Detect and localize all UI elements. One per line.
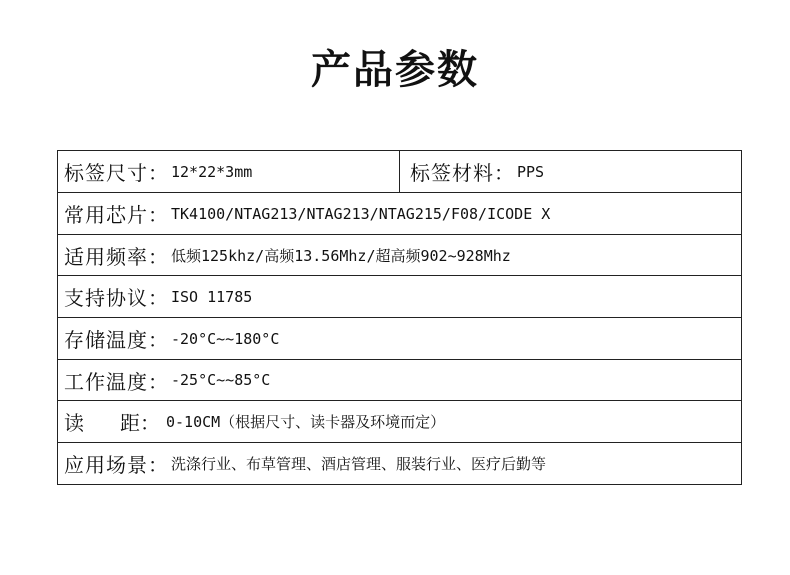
spec-row-read-distance (58, 401, 742, 443)
spec-cell-tag-size (58, 151, 400, 192)
spec-row-chips (58, 193, 742, 235)
spec-value: -20°C~~180°C (171, 329, 280, 348)
spec-value: 洗涤行业、布草管理、酒店管理、服装行业、医疗后勤等 (171, 455, 547, 473)
spec-row-protocol (58, 276, 742, 318)
spec-cell-working-temp (58, 360, 742, 400)
spec-cell-read-distance (58, 401, 742, 442)
spec-label: 工作温度： (64, 369, 169, 394)
spec-cell-chips (58, 193, 742, 234)
spec-row-frequency (58, 235, 742, 276)
spec-row-size-material (58, 151, 742, 193)
spec-cell-tag-material (400, 151, 742, 192)
spec-row-storage-temp (58, 318, 742, 360)
spec-label: 常用芯片： (64, 203, 169, 227)
spec-value: 0-10CM（根据尺寸、读卡器及环境而定） (166, 413, 446, 431)
spec-value: -25°C~~85°C (171, 371, 271, 389)
page-title: 产品参数 (311, 47, 479, 93)
spec-value: TK4100/NTAG213/NTAG213/NTAG215/F08/ICODE X (171, 204, 551, 223)
spec-row-working-temp (58, 360, 742, 401)
spec-cell-frequency (58, 235, 742, 275)
spec-cell-applications (58, 443, 742, 484)
spec-cell-protocol (58, 276, 742, 317)
spec-label: 应用场景： (64, 453, 169, 477)
spec-value: 低频125khz/高频13.56Mhz/超高频902~928Mhz (171, 246, 511, 265)
spec-label-part: 读 (64, 411, 84, 435)
spec-table (57, 150, 742, 485)
spec-label (64, 407, 164, 436)
spec-value: 12*22*3mm (171, 162, 253, 181)
spec-label: 存储温度： (64, 328, 169, 352)
spec-label: 适用频率： (64, 244, 169, 269)
spec-label: 标签材料： (410, 161, 515, 185)
spec-label-part: 距： (120, 411, 160, 435)
spec-value: PPS (517, 162, 545, 181)
spec-label: 标签尺寸： (64, 161, 169, 185)
spec-value: ISO 11785 (171, 287, 253, 306)
spec-label: 支持协议： (64, 286, 169, 310)
spec-cell-storage-temp (58, 318, 742, 359)
spec-row-applications (58, 443, 742, 485)
